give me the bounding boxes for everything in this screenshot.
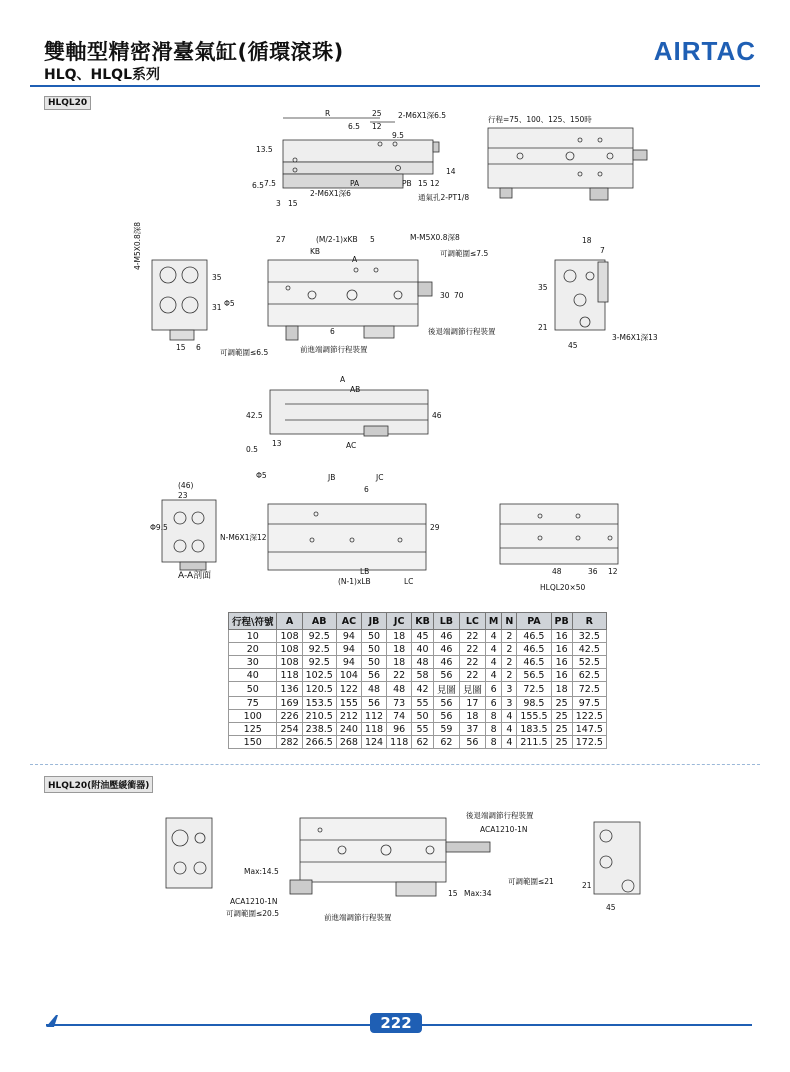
table-row <box>229 656 607 669</box>
table-cell: 108 <box>277 656 302 669</box>
section-aa-view <box>162 500 216 570</box>
callout-port: 通氣孔2-PT1/8 <box>418 193 470 202</box>
dim-6c: 6 <box>364 485 369 494</box>
table-cell: 211.5 <box>517 736 551 749</box>
dim-phi5: Φ5 <box>224 299 235 308</box>
table-cell: 108 <box>277 630 302 643</box>
page-title: 雙軸型精密滑臺氣缸(循環滾珠) <box>44 40 344 64</box>
table-cell: 25 <box>551 723 572 736</box>
table-cell: 6 <box>485 682 501 697</box>
section-divider <box>30 764 760 765</box>
dim-18: 18 <box>582 236 592 245</box>
dim-12b: 12 <box>430 179 440 188</box>
side-elevation <box>270 390 428 436</box>
header-cell: 行程\符號 <box>229 613 277 630</box>
header-cell: M <box>485 613 501 630</box>
dim-9-5: 9.5 <box>392 131 404 140</box>
table-cell: 169 <box>277 697 302 710</box>
dim-6b: 6 <box>330 327 335 336</box>
main-plan-view <box>268 260 432 340</box>
table-cell: 56.5 <box>517 669 551 682</box>
dim-31: 31 <box>212 303 222 312</box>
table-cell: 45 <box>412 630 434 643</box>
buffer-end-view-right <box>594 822 640 894</box>
table-cell: 102.5 <box>302 669 336 682</box>
dim-3: 3 <box>276 199 281 208</box>
table-cell: 4 <box>485 630 501 643</box>
table-cell: 4 <box>485 656 501 669</box>
dim-15b: 15 <box>288 199 298 208</box>
table-cell: 268 <box>336 736 361 749</box>
note-buffer-retreat: 後退端調節行程裝置 <box>466 811 534 820</box>
dim-13-5: 13.5 <box>256 145 273 154</box>
bottom-plan-view <box>268 504 426 570</box>
table-header-row <box>229 613 607 630</box>
dim-42-5: 42.5 <box>246 411 263 420</box>
table-cell: 2 <box>502 630 517 643</box>
table-cell: 32.5 <box>572 630 606 643</box>
dim-13: 13 <box>272 439 282 448</box>
table-cell: 17 <box>459 697 485 710</box>
table-cell: 56 <box>361 697 386 710</box>
table-cell: 46 <box>433 656 459 669</box>
table-cell: 74 <box>387 710 412 723</box>
dim-48: 48 <box>552 567 562 576</box>
table-cell: 46.5 <box>517 656 551 669</box>
table-cell: 108 <box>277 643 302 656</box>
table-cell: 18 <box>387 656 412 669</box>
table-cell: 25 <box>551 710 572 723</box>
buffer-plan-view <box>290 818 490 896</box>
table-cell: 118 <box>387 736 412 749</box>
table-cell: 55 <box>412 697 434 710</box>
table-cell: 20 <box>229 643 277 656</box>
table-cell: 118 <box>361 723 386 736</box>
dim-ac: AC <box>346 441 357 450</box>
table-cell: 4 <box>485 669 501 682</box>
table-cell: 136 <box>277 682 302 697</box>
technical-drawings <box>0 100 790 610</box>
series-subtitle: HLQ、HLQL系列 <box>44 67 160 83</box>
dim-45: 45 <box>568 341 578 350</box>
table-cell: 50 <box>361 630 386 643</box>
table-cell: 3 <box>502 697 517 710</box>
table-row <box>229 736 607 749</box>
table-cell: 254 <box>277 723 302 736</box>
dim-kb: KB <box>310 247 321 256</box>
table-cell: 16 <box>551 656 572 669</box>
table-cell: 56 <box>433 710 459 723</box>
header-cell: N <box>502 613 517 630</box>
dim-jc: JC <box>376 473 384 482</box>
table-cell: 124 <box>361 736 386 749</box>
note-adj-7-5: 可調範圍≤7.5 <box>440 249 489 258</box>
callout-m6x1b: 2-M6X1深6 <box>310 189 351 198</box>
table-cell: 56 <box>361 669 386 682</box>
dim-6-5: 6.5 <box>348 122 360 131</box>
table-cell: 46 <box>433 643 459 656</box>
hlql20x50-view <box>500 504 618 564</box>
dim-r: R <box>325 109 331 118</box>
table-cell: 210.5 <box>302 710 336 723</box>
table-cell: 40 <box>229 669 277 682</box>
dim-23: 23 <box>178 491 188 500</box>
dim-buffer-45: 45 <box>606 903 616 912</box>
table-cell: 8 <box>485 710 501 723</box>
table-row <box>229 723 607 736</box>
table-cell: 4 <box>485 643 501 656</box>
table-cell: 72.5 <box>517 682 551 697</box>
note-advance: 前進端調節行程裝置 <box>300 345 368 354</box>
table-cell: 50 <box>229 682 277 697</box>
table-cell: 118 <box>277 669 302 682</box>
table-cell: 25 <box>551 697 572 710</box>
table-cell: 266.5 <box>302 736 336 749</box>
table-cell: 100 <box>229 710 277 723</box>
callout-aca1: ACA1210-1N <box>480 825 528 834</box>
header-cell: R <box>572 613 606 630</box>
table-cell: 22 <box>459 643 485 656</box>
dim-lc: LC <box>404 577 414 586</box>
table-cell: 16 <box>551 643 572 656</box>
dim-36: 36 <box>588 567 598 576</box>
dim-46p: (46) <box>178 481 194 490</box>
section-a-top: A <box>352 255 358 264</box>
table-cell: 104 <box>336 669 361 682</box>
table-cell: 22 <box>459 669 485 682</box>
note-retreat: 後退端調節行程裝置 <box>428 327 496 336</box>
table-cell: 153.5 <box>302 697 336 710</box>
table-cell: 22 <box>459 630 485 643</box>
note-max-14-5: Max:14.5 <box>244 867 279 876</box>
dim-46: 46 <box>432 411 442 420</box>
table-cell: 16 <box>551 669 572 682</box>
table-cell: 40 <box>412 643 434 656</box>
table-cell: 56 <box>433 669 459 682</box>
dim-15c: 15 <box>176 343 186 352</box>
note-adj-6-5: 可調範圍≤6.5 <box>220 348 269 357</box>
dim-buffer-21: 21 <box>582 881 592 890</box>
table-cell: 92.5 <box>302 656 336 669</box>
table-cell: 282 <box>277 736 302 749</box>
table-cell: 見圖 <box>433 682 459 697</box>
table-cell: 48 <box>361 682 386 697</box>
table-cell: 183.5 <box>517 723 551 736</box>
table-cell: 22 <box>387 669 412 682</box>
note-buffer-advance: 前進端調節行程裝置 <box>324 913 392 922</box>
dim-lb: LB <box>360 567 370 576</box>
dim-buffer-15: 15 <box>448 889 458 898</box>
table-cell: 150 <box>229 736 277 749</box>
section-tag-hlql20: HLQL20 <box>44 96 91 110</box>
table-cell: 56 <box>433 697 459 710</box>
table-cell: 4 <box>502 710 517 723</box>
table-cell: 50 <box>361 656 386 669</box>
dim-pa: PA <box>350 179 360 188</box>
table-cell: 212 <box>336 710 361 723</box>
table-cell: 120.5 <box>302 682 336 697</box>
header-cell: JB <box>361 613 386 630</box>
header-cell: AC <box>336 613 361 630</box>
table-cell: 50 <box>412 710 434 723</box>
header-cell: AB <box>302 613 336 630</box>
table-cell: 155.5 <box>517 710 551 723</box>
table-row <box>229 682 607 697</box>
buffer-end-view-left <box>166 818 212 888</box>
table-cell: 112 <box>361 710 386 723</box>
end-view-left <box>152 260 207 340</box>
dim-phi9-5: Φ9.5 <box>150 523 168 532</box>
header-cell: A <box>277 613 302 630</box>
note-stroke: 行程=75、100、125、150時 <box>488 115 592 124</box>
dim-6: 6 <box>196 343 201 352</box>
buffer-drawings <box>0 790 790 940</box>
dim-0-5: 0.5 <box>246 445 258 454</box>
header-cell: PB <box>551 613 572 630</box>
table-cell: 94 <box>336 656 361 669</box>
table-cell: 98.5 <box>517 697 551 710</box>
table-cell: 125 <box>229 723 277 736</box>
header-cell: LB <box>433 613 459 630</box>
table-cell: 92.5 <box>302 630 336 643</box>
dim-a: A <box>340 375 346 384</box>
brand-logo: AIRTAC <box>653 36 756 66</box>
table-cell: 73 <box>387 697 412 710</box>
callout-nm6: N-M6X1深12 <box>220 533 267 542</box>
callout-m6x1: 2-M6X1深6.5 <box>398 111 447 120</box>
dim-21: 21 <box>538 323 548 332</box>
table-cell: 2 <box>502 669 517 682</box>
dim-35b: 35 <box>538 283 548 292</box>
table-cell: 46 <box>433 630 459 643</box>
table-cell: 18 <box>387 643 412 656</box>
callout-m6x1c: 3-M6X1深13 <box>612 333 658 342</box>
table-cell: 122 <box>336 682 361 697</box>
table-cell: 3 <box>502 682 517 697</box>
section-tag-hlql20-buffer: HLQL20(附油壓緩衝器) <box>44 776 153 793</box>
dim-pb: PB <box>402 179 412 188</box>
table-cell: 10 <box>229 630 277 643</box>
note-adj-21: 可調範圍≤21 <box>508 877 554 886</box>
table-cell: 72.5 <box>572 682 606 697</box>
callout-aca2: ACA1210-1N <box>230 897 278 906</box>
table-cell: 62.5 <box>572 669 606 682</box>
dim-phi5b: Φ5 <box>256 471 267 480</box>
header-rule <box>30 85 760 87</box>
table-cell: 6 <box>485 697 501 710</box>
table-cell: 18 <box>551 682 572 697</box>
table-cell: 50 <box>361 643 386 656</box>
dim-70: 70 <box>454 291 464 300</box>
dim-29: 29 <box>430 523 440 532</box>
table-cell: 240 <box>336 723 361 736</box>
dim-nlb: (N-1)xLB <box>338 577 371 586</box>
table-cell: 18 <box>459 710 485 723</box>
dim-15: 15 <box>418 179 428 188</box>
table-cell: 42 <box>412 682 434 697</box>
dim-6-5b: 6.5 <box>252 181 264 190</box>
header-cell: LC <box>459 613 485 630</box>
table-cell: 37 <box>459 723 485 736</box>
table-cell: 25 <box>551 736 572 749</box>
dim-jb: JB <box>328 473 336 482</box>
table-cell: 46.5 <box>517 630 551 643</box>
table-cell: 18 <box>387 630 412 643</box>
top-plan-view <box>488 128 647 200</box>
table-cell: 62 <box>412 736 434 749</box>
table-cell: 172.5 <box>572 736 606 749</box>
table-cell: 94 <box>336 630 361 643</box>
callout-m5-left: 4-M5X0.8深8 <box>133 221 142 270</box>
dim-35: 35 <box>212 273 222 282</box>
note-adj-20-5: 可調範圍≤20.5 <box>226 909 279 918</box>
callout-mm5: M-M5X0.8深8 <box>410 233 460 242</box>
table-cell: 22 <box>459 656 485 669</box>
table-cell: 2 <box>502 656 517 669</box>
table-row <box>229 643 607 656</box>
table-cell: 96 <box>387 723 412 736</box>
table-cell: 48 <box>412 656 434 669</box>
table-row <box>229 710 607 723</box>
table-cell: 56 <box>459 736 485 749</box>
table-body <box>229 630 607 749</box>
header-cell: KB <box>412 613 434 630</box>
table-cell: 122.5 <box>572 710 606 723</box>
table-cell: 147.5 <box>572 723 606 736</box>
dim-12c: 12 <box>608 567 618 576</box>
table-cell: 52.5 <box>572 656 606 669</box>
dim-5: 5 <box>370 235 375 244</box>
table-cell: 2 <box>502 643 517 656</box>
dim-ab: AB <box>350 385 361 394</box>
dim-7: 7 <box>600 246 605 255</box>
dim-27: 27 <box>276 235 286 244</box>
table-cell: 4 <box>502 736 517 749</box>
table-cell: 97.5 <box>572 697 606 710</box>
dim-mkb: (M/2-1)xKB <box>316 235 358 244</box>
table-cell: 30 <box>229 656 277 669</box>
page-number: 222 <box>370 1013 422 1033</box>
dim-14: 14 <box>446 167 456 176</box>
table-row <box>229 669 607 682</box>
table-cell: 42.5 <box>572 643 606 656</box>
table-cell: 58 <box>412 669 434 682</box>
table-cell: 59 <box>433 723 459 736</box>
table-cell: 46.5 <box>517 643 551 656</box>
header-cell: PA <box>517 613 551 630</box>
table-cell: 8 <box>485 723 501 736</box>
table-cell: 238.5 <box>302 723 336 736</box>
table-cell: 155 <box>336 697 361 710</box>
table-cell: 8 <box>485 736 501 749</box>
header-cell: JC <box>387 613 412 630</box>
label-x50: HLQL20×50 <box>540 583 586 592</box>
table-row <box>229 697 607 710</box>
dim-12: 12 <box>372 122 382 131</box>
end-view-right <box>555 260 608 330</box>
dim-25: 25 <box>372 109 382 118</box>
table-row <box>229 630 607 643</box>
table-cell: 見圖 <box>459 682 485 697</box>
table-cell: 62 <box>433 736 459 749</box>
table-cell: 4 <box>502 723 517 736</box>
table-cell: 75 <box>229 697 277 710</box>
table-cell: 48 <box>387 682 412 697</box>
table-cell: 226 <box>277 710 302 723</box>
table-cell: 94 <box>336 643 361 656</box>
note-max-34: Max:34 <box>464 889 492 898</box>
table-cell: 92.5 <box>302 643 336 656</box>
table-cell: 55 <box>412 723 434 736</box>
dim-30: 30 <box>440 291 450 300</box>
spec-table <box>228 612 607 749</box>
dim-7-5: 7.5 <box>264 179 276 188</box>
top-side-view <box>283 118 439 188</box>
label-aa: A-A剖面 <box>178 571 212 581</box>
table-cell: 16 <box>551 630 572 643</box>
